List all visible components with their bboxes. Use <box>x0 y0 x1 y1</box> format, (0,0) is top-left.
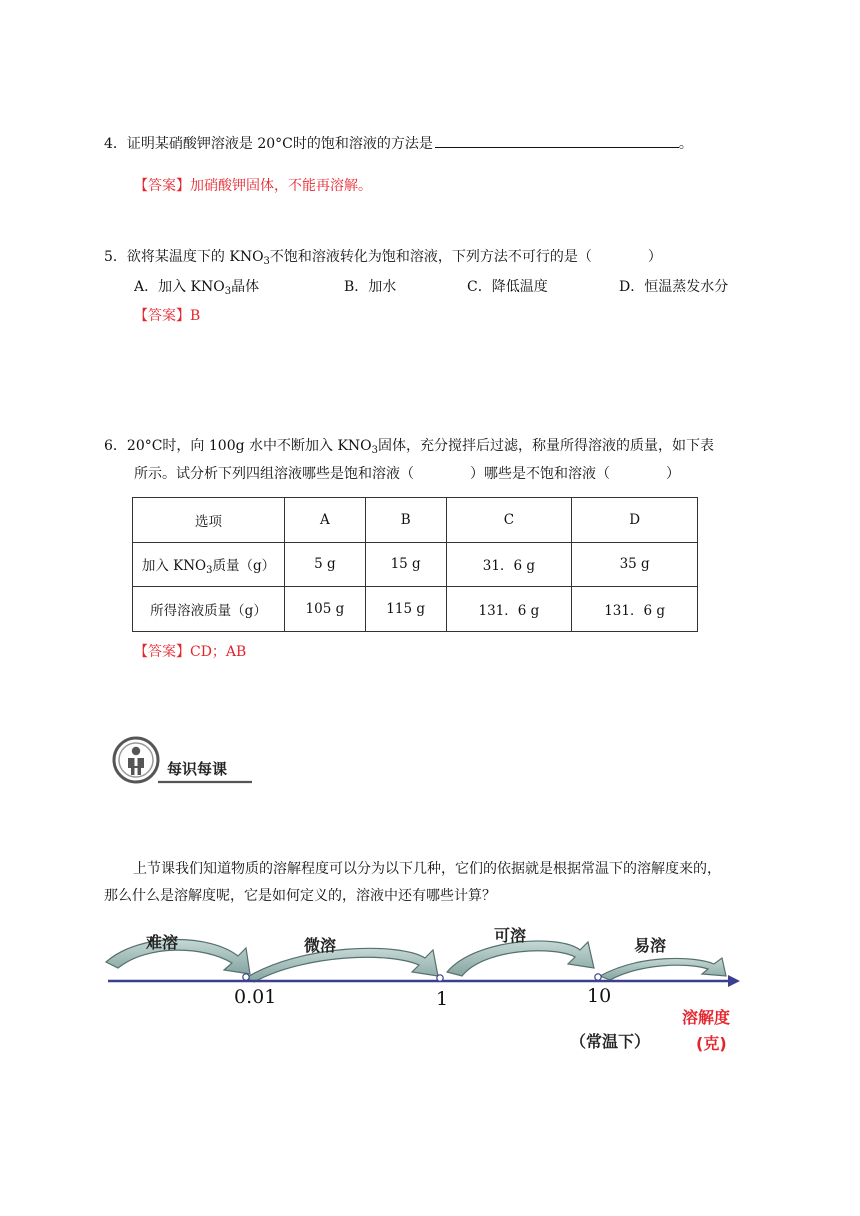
table-header-row <box>133 498 698 543</box>
arc-arrow-soluble <box>447 941 594 976</box>
q4-answer-text: 加硝酸钾固体，不能再溶解。 <box>190 178 372 194</box>
table-header-cell: 选项 <box>133 498 285 543</box>
q6-answer <box>134 642 246 662</box>
q5-option-a-post: 晶体 <box>231 279 260 295</box>
q5-option-b: B．加水 <box>344 279 397 295</box>
q6-line1-post: 固体，充分搅拌后过滤，称量所得溶液的质量，如下表 <box>378 438 715 454</box>
q4-end: 。 <box>678 136 693 152</box>
table-cell: 131．6 g <box>446 587 572 632</box>
answer-tag: 【答案】 <box>134 178 190 194</box>
tick-marker <box>243 974 249 980</box>
arc-arrow-very-soluble <box>600 958 726 980</box>
q5-option-a-sub: 3 <box>224 286 232 297</box>
answer-tag: 【答案】 <box>134 308 190 324</box>
q6-line1-pre: 6．20°C时，向 100g 水中不断加入 KNO <box>104 438 372 454</box>
axis-unit: (克) <box>696 1034 727 1053</box>
table-header-cell: C <box>446 498 572 543</box>
condition-label: （常温下） <box>570 1032 651 1051</box>
intro-line2: 那么什么是溶解度呢，它是如何定义的，溶液中还有哪些计算？ <box>104 888 496 904</box>
row-label-post: 质量（g） <box>212 558 276 575</box>
row-label-sub: 3 <box>206 565 213 577</box>
q4-question <box>104 134 693 154</box>
table-header-cell: A <box>285 498 366 543</box>
table-row <box>133 542 698 587</box>
axis-label: 溶解度 <box>682 1008 731 1027</box>
table-cell: 15 g <box>365 542 446 587</box>
q6-question-line2: 所示。试分析下列四组溶液哪些是饱和溶液（ ）哪些是不饱和溶液（ ） <box>134 466 680 482</box>
q5-subscript: 3 <box>263 256 270 267</box>
table-header-cell: D <box>572 498 698 543</box>
solubility-scale-diagram <box>100 920 780 1070</box>
category-label: 易溶 <box>634 936 667 955</box>
category-label: 难溶 <box>146 933 179 952</box>
q5-text-pre: 5．欲将某温度下的 KNO <box>104 249 264 265</box>
tick-label: 0.01 <box>234 986 277 1008</box>
q4-text: 4．证明某硝酸钾溶液是 20°C时的饱和溶液的方法是 <box>104 136 433 152</box>
arc-arrow-slightly-soluble <box>246 948 438 982</box>
table-cell: 105 g <box>285 587 366 632</box>
kno3-table <box>132 497 698 632</box>
q5-option-d: D．恒温蒸发水分 <box>619 279 729 295</box>
answer-tag: 【答案】 <box>134 644 190 660</box>
table-cell: 35 g <box>572 542 698 587</box>
tick-label: 10 <box>587 985 612 1007</box>
table-row <box>133 587 698 632</box>
category-label: 微溶 <box>304 936 337 955</box>
q6-answer-text: CD；AB <box>190 644 247 660</box>
tick-marker <box>437 975 443 981</box>
q4-answer <box>134 176 372 196</box>
table-row-label: 所得溶液质量（g） <box>133 587 285 632</box>
q5-question <box>104 247 662 267</box>
table-cell: 115 g <box>365 587 446 632</box>
table-header-cell: B <box>365 498 446 543</box>
q5-text-post: 不饱和溶液转化为饱和溶液，下列方法不可行的是（ ） <box>269 249 662 265</box>
q5-option-a <box>134 277 259 297</box>
table-cell: 31．6 g <box>446 542 572 587</box>
q6-question-line1 <box>104 436 714 456</box>
q4-answer-blank <box>435 134 679 148</box>
intro-line1: 上节课我们知道物质的溶解程度可以分为以下几种，它们的依据就是根据常温下的溶解度来的， <box>133 861 721 877</box>
table-cell: 5 g <box>285 542 366 587</box>
tick-marker <box>595 974 601 980</box>
q5-answer <box>134 306 200 326</box>
q5-answer-text: B <box>190 308 201 324</box>
row-label-pre: 加入 KNO <box>141 558 207 575</box>
table-row-label <box>133 542 285 587</box>
q6-line1-sub: 3 <box>371 445 379 456</box>
table-cell: 131．6 g <box>572 587 698 632</box>
category-label: 可溶 <box>494 926 527 945</box>
q5-option-c: C．降低温度 <box>467 279 548 295</box>
tick-label: 1 <box>436 988 449 1010</box>
axis-arrowhead <box>728 975 740 987</box>
section-title: 每识每课 <box>167 760 228 778</box>
q5-option-a-pre: A．加入 KNO <box>134 279 225 295</box>
